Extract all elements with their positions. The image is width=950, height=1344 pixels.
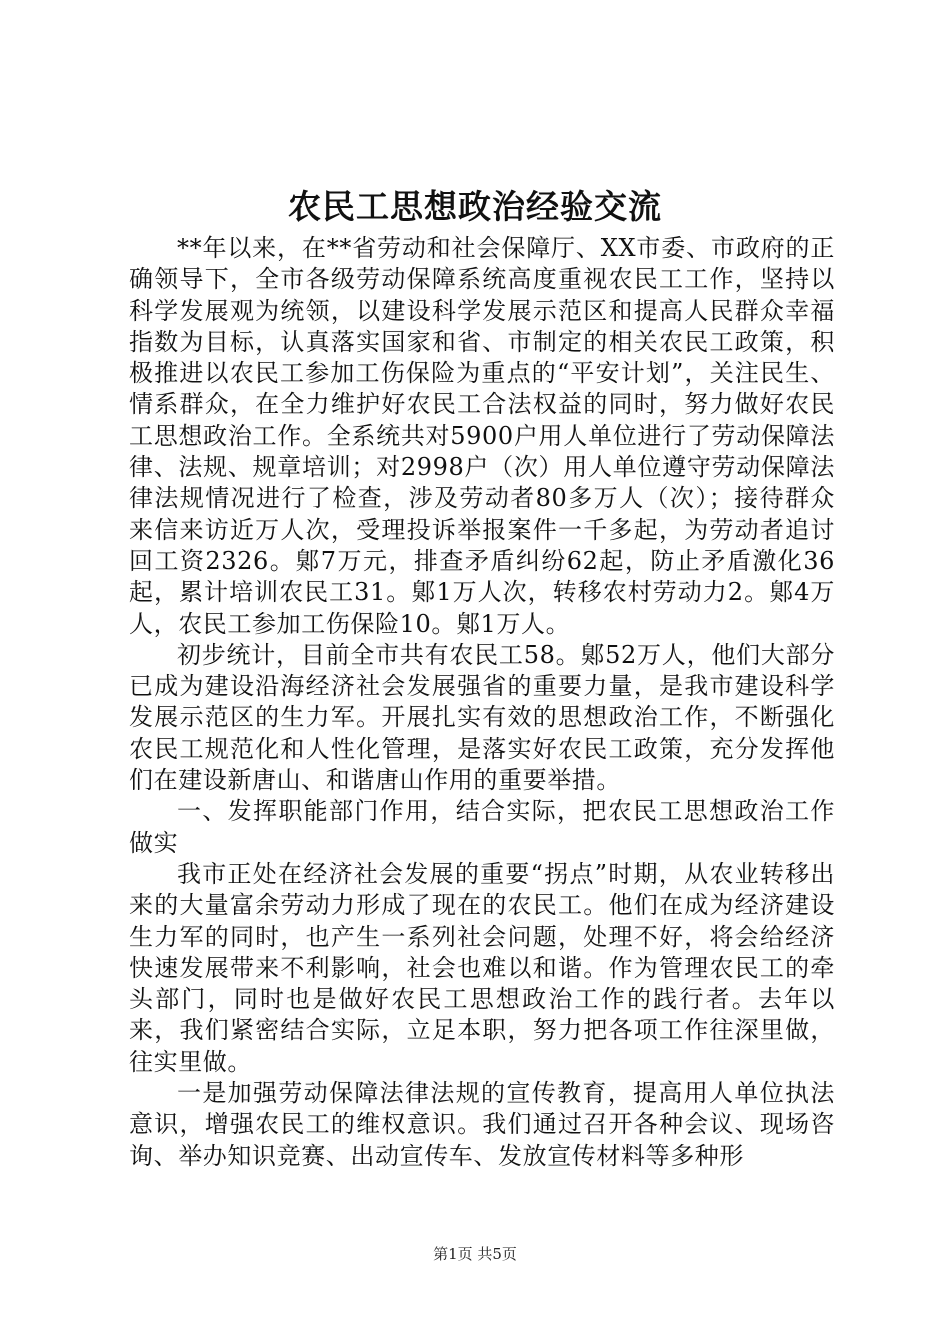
document-title: 农民工思想政治经验交流 [288, 187, 662, 226]
paragraph: 初步统计，目前全市共有农民工58。鄓52万人，他们大部分已成为建设沿海经济社会发展强省的重要力量，是我市建设科学发展示范区的生力军。开展扎实有效的思想政治工作，不断强化农民工规范化和人性化管理，是落实好农民工政策，充分发挥他们在建设新唐山、和谐唐山作用的重要举措。 [129, 640, 835, 795]
paragraph: **年以来，在**省劳动和社会保障厅、XX市委、市政府的正确领导下，全市各级劳动保障系统高度重视农民工工作，坚持以科学发展观为统领，以建设科学发展示范区和提高人民群众幸福指数为目标，认真落实国家和省、市制定的相关农民工政策，积极推进以农民工参加工伤保险为重点的“平安计划”，关注民生、情系群众，在全力维护好农民工合法权益的同时，努力做好农民工思想政治工作。全系统共对5900户用人单位进行了劳动保障法律、法规、规章培训；对2998户（次）用人单位遵守劳动保障法律法规情况进行了检查，涉及劳动者80多万人（次）；接待群众来信来访近万人次，受理投诉举报案件一千多起，为劳动者追讨回工资2326。鄓7万元，排查矛盾纠纷62起，防止矛盾激化36起，累计培训农民工31。鄓1万人次，转移农村劳动力2。鄓4万人，农民工参加工伤保险10。鄓1万人。 [129, 234, 835, 638]
page-footer: 第1页 共5页 [433, 1245, 517, 1263]
paragraph: 我市正处在经济社会发展的重要“拐点”时期，从农业转移出来的大量富余劳动力形成了现在的农民工。他们在成为经济建设生力军的同时，也产生一系列社会问题，处理不好，将会给经济快速发展带来不利影响，社会也难以和谐。作为管理农民工的牵头部门，同时也是做好农民工思想政治工作的践行者。去年以来，我们紧密结合实际，立足本职，努力把各项工作往深里做，往实里做。 [129, 859, 835, 1076]
paragraph: 一是加强劳动保障法律法规的宣传教育，提高用人单位执法意识，增强农民工的维权意识。我们通过召开各种会议、现场咨询、举办知识竞赛、出动宣传车、发放宣传材料等多种形 [129, 1079, 835, 1170]
document-body [129, 233, 835, 1172]
section-heading: 一、发挥职能部门作用，结合实际，把农民工思想政治工作做实 [129, 797, 835, 857]
